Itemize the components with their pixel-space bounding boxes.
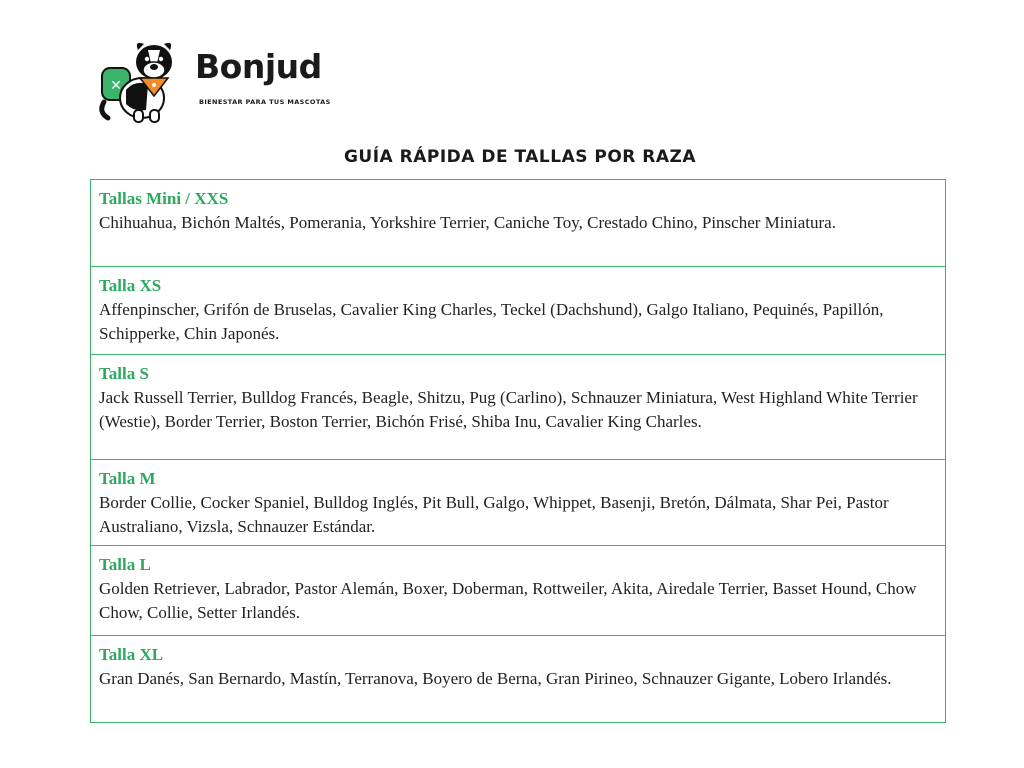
size-label: Talla S <box>99 364 149 383</box>
size-label: Talla L <box>99 555 151 574</box>
brand-name: Bonjud <box>195 47 322 86</box>
size-label: Talla XS <box>99 276 162 295</box>
breed-list: Jack Russell Terrier, Bulldog Francés, Beagle, Shitzu, Pug (Carlino), Schnauzer Miniatura, West Highland White Terrier (Westie), Border Terrier, Boston Terrier, Bichón Frisé, Shiba Inu, Cavalier King Charles. <box>99 388 918 431</box>
size-row-xl <box>91 635 945 722</box>
size-row-m <box>91 459 945 545</box>
breed-list: Gran Danés, San Bernardo, Mastín, Terranova, Boyero de Berna, Gran Pirineo, Schnauzer Gigante, Lobero Irlandés. <box>99 669 892 688</box>
size-row-xxs <box>91 180 945 266</box>
size-row-xs <box>91 266 945 354</box>
breed-list: Chihuahua, Bichón Maltés, Pomerania, Yorkshire Terrier, Caniche Toy, Crestado Chino, Pinscher Miniatura. <box>99 213 836 232</box>
brand-logo <box>98 40 348 126</box>
dog-mascot-icon <box>98 40 182 124</box>
page-title: GUÍA RÁPIDA DE TALLAS POR RAZA <box>343 147 697 167</box>
size-guide-table <box>90 179 946 723</box>
size-label: Talla XL <box>99 645 164 664</box>
breed-list: Golden Retriever, Labrador, Pastor Alemán, Boxer, Doberman, Rottweiler, Akita, Airedale Terrier, Basset Hound, Chow Chow, Collie, Setter Irlandés. <box>99 579 917 622</box>
breed-list: Affenpinscher, Grifón de Bruselas, Cavalier King Charles, Teckel (Dachshund), Galgo Italiano, Pequinés, Papillón, Schipperke, Chin Japonés. <box>99 300 884 343</box>
size-row-s <box>91 354 945 459</box>
breed-list: Border Collie, Cocker Spaniel, Bulldog Inglés, Pit Bull, Galgo, Whippet, Basenji, Bretón, Dálmata, Shar Pei, Pastor Australiano, Vizsla, Schnauzer Estándar. <box>99 493 889 536</box>
size-row-l <box>91 545 945 635</box>
size-label: Talla M <box>99 469 156 488</box>
size-label: Tallas Mini / XXS <box>99 189 229 208</box>
brand-tagline: BIENESTAR PARA TUS MASCOTAS <box>199 98 331 106</box>
svg-text:✕: ✕ <box>110 78 122 94</box>
